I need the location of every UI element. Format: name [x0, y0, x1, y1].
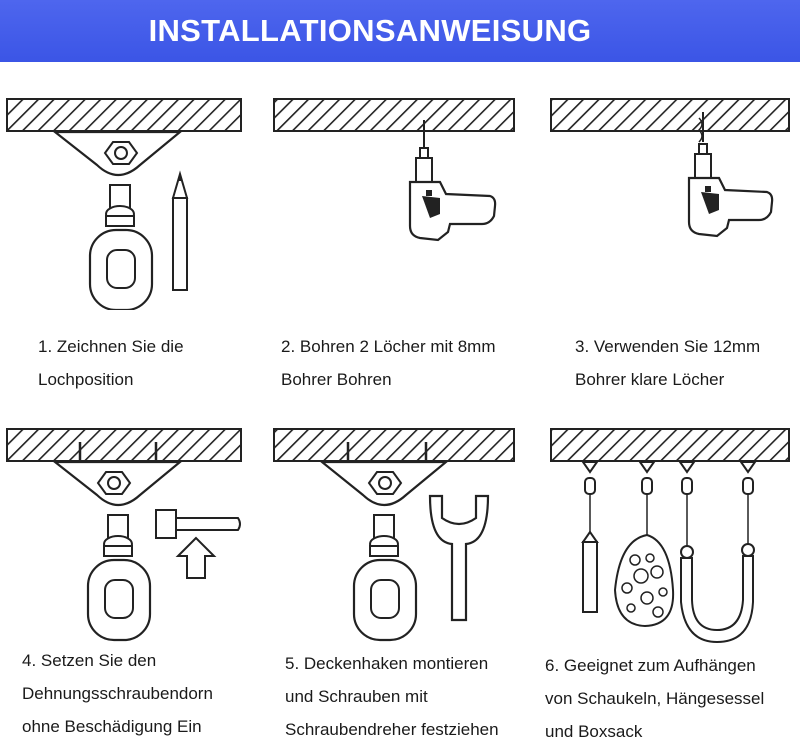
ceiling-icon	[7, 99, 241, 131]
step-5-line-3: Schraubendreher festziehen	[285, 720, 499, 739]
pencil-icon	[173, 174, 187, 290]
swivel-hook-icon	[55, 462, 180, 640]
wrench-icon	[430, 496, 488, 620]
page-title: INSTALLATIONSANWEISUNG	[148, 13, 592, 48]
step-2-line-2: Bohrer Bohren	[281, 370, 392, 389]
swivel-hook-icon	[55, 132, 180, 310]
ceiling-icon	[7, 429, 241, 461]
swivel-hook-icon	[322, 442, 446, 640]
step-6-caption	[545, 649, 764, 748]
ceiling-icon	[274, 429, 514, 461]
step-2-illustration	[270, 90, 520, 310]
step-3-line-2: Bohrer klare Löcher	[575, 370, 725, 389]
ceiling-icon	[274, 99, 514, 131]
arrow-up-icon	[178, 538, 214, 578]
step-4-line-1: 4. Setzen Sie den	[22, 651, 157, 670]
step-5-caption	[285, 647, 499, 746]
step-2-line-1: 2. Bohren 2 Löcher mit 8mm	[281, 337, 496, 356]
hammer-icon	[156, 510, 240, 538]
step-4-illustration	[0, 420, 250, 645]
step-2-caption	[281, 330, 495, 396]
step-1-illustration	[0, 90, 250, 310]
ceiling-icon	[551, 429, 789, 461]
step-4-line-2: Dehnungsschraubendorn	[22, 684, 213, 703]
step-4-caption	[22, 644, 213, 743]
step-1-line-1: 1. Zeichnen Sie die	[38, 337, 184, 356]
step-5-line-2: und Schrauben mit	[285, 687, 428, 706]
step-1-line-2: Lochposition	[38, 370, 134, 389]
step-6-illustration	[545, 420, 795, 645]
drill-icon	[410, 120, 495, 240]
swing-icon	[680, 462, 755, 642]
step-4-line-3: ohne Beschädigung Ein	[22, 717, 202, 736]
title-banner	[0, 0, 800, 62]
step-5-line-1: 5. Deckenhaken montieren	[285, 654, 489, 673]
step-3-caption	[575, 330, 760, 396]
step-5-illustration	[270, 420, 520, 645]
punching-bag-icon	[583, 462, 597, 612]
step-6-line-2: von Schaukeln, Hängesessel	[545, 689, 765, 708]
hanging-chair-icon	[615, 462, 673, 626]
ceiling-icon	[551, 99, 789, 131]
step-6-line-3: und Boxsack	[545, 722, 643, 741]
step-3-line-1: 3. Verwenden Sie 12mm	[575, 337, 761, 356]
step-1-caption	[38, 330, 184, 396]
step-6-line-1: 6. Geeignet zum Aufhängen	[545, 656, 756, 675]
step-3-illustration	[545, 90, 795, 310]
